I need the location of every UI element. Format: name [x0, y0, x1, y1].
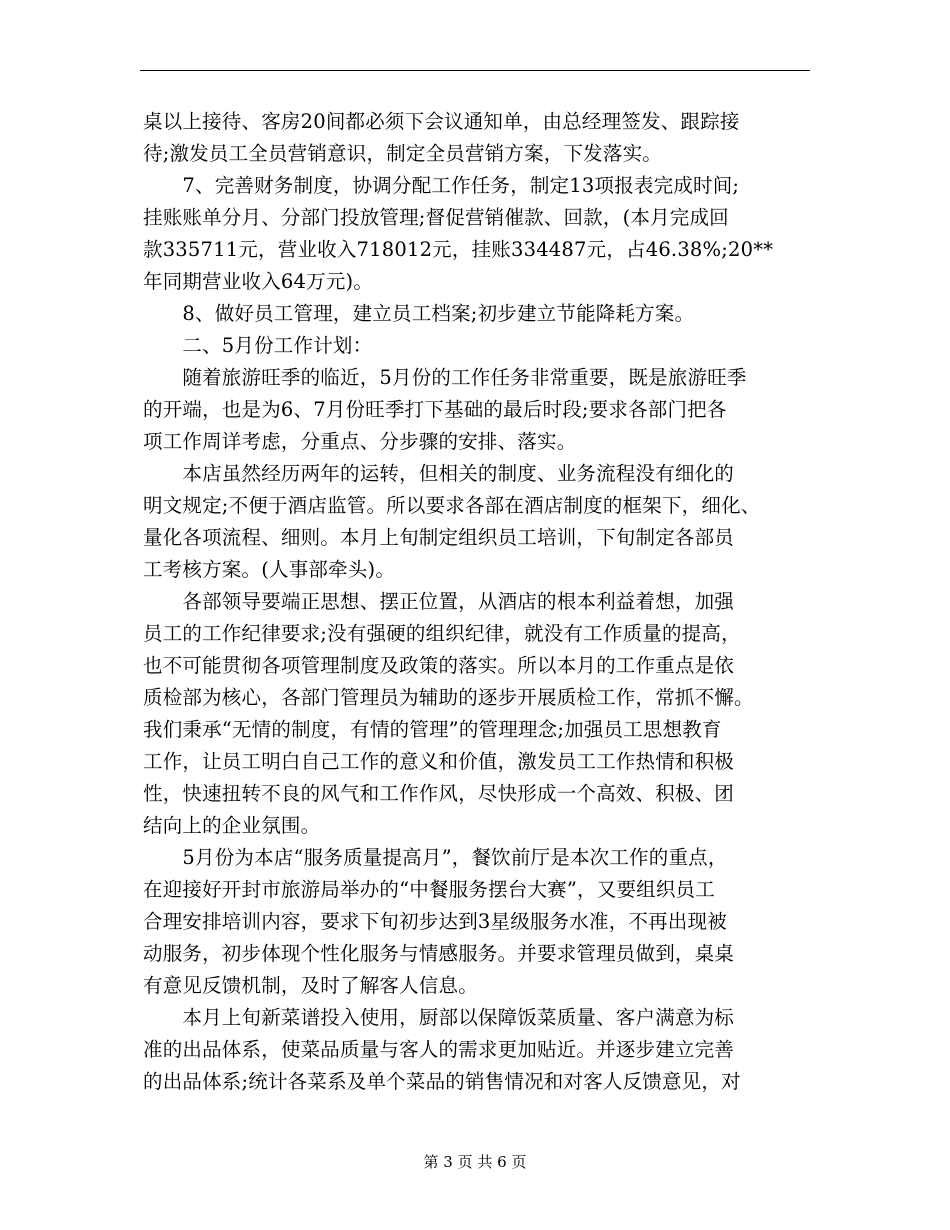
text-line: 本月上旬新菜谱投入使用，厨部以保障饭菜质量、客户满意为标: [143, 1006, 735, 1029]
text-line: 工考核方案。(人事部牵头)。: [143, 558, 396, 581]
text-line: 的出品体系;统计各菜系及单个菜品的销售情况和对客人反馈意见，对: [143, 1070, 741, 1093]
section-heading: 二、5月份工作计划：: [143, 334, 373, 357]
text-line: 各部领导要端正思想、摆正位置，从酒店的根本利益着想，加强: [143, 590, 735, 613]
text-line: 随着旅游旺季的临近，5月份的工作任务非常重要，既是旅游旺季: [143, 366, 747, 389]
text-line: 有意见反馈机制，及时了解客人信息。: [143, 974, 478, 997]
text-line: 5月份为本店“服务质量提高月”，餐饮前厅是本次工作的重点，: [143, 846, 728, 869]
text-line: 也不可能贯彻各项管理制度及政策的落实。所以本月的工作重点是依: [143, 654, 735, 677]
text-line: 挂账账单分月、分部门投放管理;督促营销催款、回款，(本月完成回: [143, 206, 729, 229]
text-line: 款335711元，营业收入718012元，挂账334487元，占46.38%;20**: [143, 238, 774, 261]
text-line: 我们秉承“无情的制度，有情的管理”的管理理念;加强员工思想教育: [143, 718, 722, 741]
text-line: 桌以上接待、客房20间都必须下会议通知单，由总经理签发、跟踪接: [143, 110, 740, 133]
text-line: 动服务，初步体现个性化服务与情感服务。并要求管理员做到，桌桌: [143, 942, 735, 965]
text-line: 员工的工作纪律要求;没有强硬的组织纪律，就没有工作质量的提高，: [143, 622, 741, 645]
header-rule: [140, 70, 810, 71]
text-line: 待;激发员工全员营销意识，制定全员营销方案，下发落实。: [143, 142, 662, 165]
text-line: 在迎接好开封市旅游局举办的“中餐服务摆台大赛”，又要组织员工: [143, 878, 715, 901]
text-line: 7、完善财务制度，协调分配工作任务，制定13项报表完成时间;: [143, 174, 740, 197]
text-line: 明文规定;不便于酒店监管。所以要求各部在酒店制度的框架下，细化、: [143, 494, 761, 517]
text-line: 项工作周详考虑，分重点、分步骤的安排、落实。: [143, 430, 577, 453]
page-number-footer: 第 3 页 共 6 页: [423, 1153, 527, 1171]
text-line: 合理安排培训内容，要求下旬初步达到3星级服务水准，不再出现被: [143, 910, 727, 933]
text-line: 本店虽然经历两年的运转，但相关的制度、业务流程没有细化的: [143, 462, 735, 485]
text-line: 准的出品体系，使菜品质量与客人的需求更加贴近。并逐步建立完善: [143, 1038, 735, 1061]
text-line: 的开端，也是为6、7月份旺季打下基础的最后时段;要求各部门把各: [143, 398, 727, 421]
text-line: 性，快速扭转不良的风气和工作作风，尽快形成一个高效、积极、团: [143, 782, 735, 805]
text-line: 量化各项流程、细则。本月上旬制定组织员工培训，下旬制定各部员: [143, 526, 735, 549]
text-line: 结向上的企业氛围。: [143, 814, 321, 837]
text-line: 8、做好员工管理，建立员工档案;初步建立节能降耗方案。: [143, 302, 695, 325]
document-body: [143, 106, 807, 1098]
text-line: 质检部为核心，各部门管理员为辅助的逐步开展质检工作，常抓不懈。: [143, 686, 754, 709]
text-line: 工作，让员工明白自己工作的意义和价值，激发员工工作热情和积极: [143, 750, 735, 773]
text-line: 年同期营业收入64万元)。: [143, 270, 374, 293]
